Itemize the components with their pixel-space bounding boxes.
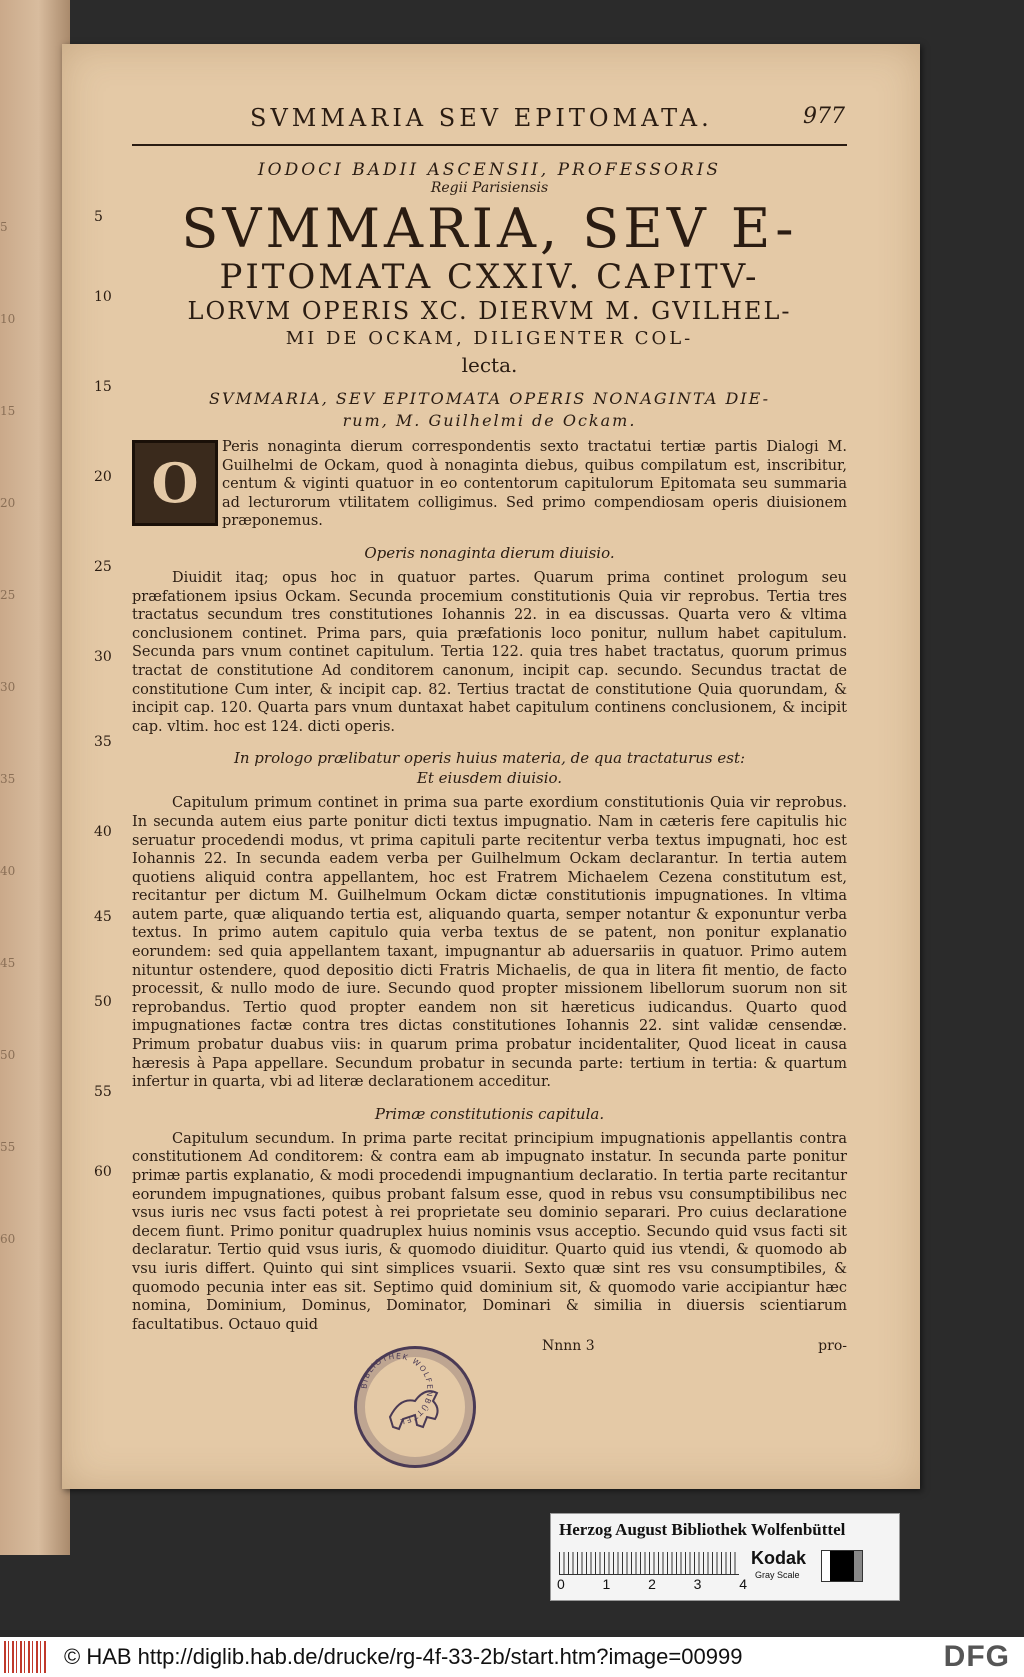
author-sub: Regii Parisiensis bbox=[430, 180, 549, 196]
title-line-4: MI DE OCKAM, DILIGENTER COL- bbox=[285, 328, 694, 349]
previous-page-number: 40 bbox=[0, 864, 16, 878]
ruler-number: 0 bbox=[557, 1576, 565, 1592]
previous-page-number: 50 bbox=[0, 1048, 16, 1062]
subtitle-line-2: rum, M. Guilhelmi de Ockam. bbox=[342, 411, 637, 430]
svg-text:BIBLIOTHEK WOLFENBÜTTEL bbox=[360, 1352, 435, 1427]
subtitle-line-1: SVMMARIA, SEV EPITOMATA OPERIS NONAGINTA DIE- bbox=[209, 389, 770, 408]
previous-page-number: 25 bbox=[0, 588, 16, 602]
barcode-logo-icon bbox=[4, 1641, 48, 1673]
title-line-5: lecta. bbox=[461, 353, 518, 377]
ruler-number: 4 bbox=[739, 1576, 747, 1592]
title-line-1: SVMMARIA, SEV E- bbox=[181, 197, 798, 260]
gray-scale-swatch bbox=[821, 1550, 863, 1582]
page-footer bbox=[132, 1338, 847, 1360]
subtitle bbox=[132, 388, 847, 432]
line-number: 15 bbox=[94, 379, 112, 395]
catchword: pro- bbox=[818, 1338, 847, 1355]
dfg-logo: DFG bbox=[943, 1640, 1010, 1673]
line-number: 60 bbox=[94, 1164, 112, 1180]
title-line-3: LORVM OPERIS XC. DIERVM M. GVILHEL- bbox=[187, 297, 792, 325]
section-heading-1: Operis nonaginta dierum diuisio. bbox=[364, 543, 615, 562]
line-number: 10 bbox=[94, 289, 112, 305]
intro-text: Peris nonaginta dierum correspondentis sexto tractatui tertiæ partis Dialogi M. Guilhelmi de Ockam, quod à nonaginta diebus, quibus compilatum est, inscribitur, centum & viginti quatuor in eo contentorum capitulorum Epitomata seu summaria ad lecturorum vtilitatem colligimus. Sed primo compendiosam operis diuisionem præponemus. bbox=[222, 439, 847, 530]
line-number: 45 bbox=[94, 909, 112, 925]
section-heading-2-line-2: Et eiusdem diuisio. bbox=[416, 769, 563, 788]
line-number: 35 bbox=[94, 734, 112, 750]
page-header bbox=[132, 104, 847, 146]
color-calibration-card bbox=[550, 1513, 900, 1601]
previous-page-number: 10 bbox=[0, 312, 16, 326]
previous-page-number: 15 bbox=[0, 404, 16, 418]
line-number: 50 bbox=[94, 994, 112, 1010]
previous-page-number: 30 bbox=[0, 680, 16, 694]
kodak-brand: Kodak bbox=[751, 1548, 807, 1568]
previous-page-number: 45 bbox=[0, 956, 16, 970]
line-number: 25 bbox=[94, 559, 112, 575]
ruler-number: 3 bbox=[693, 1576, 702, 1592]
section-text-1: Diuidit itaq; opus hoc in quatuor partes. Quarum prima continet prologum seu præfationem ipsius Ockam. Secunda procemium constitutionis Quia vir reprobus. Tertia tres tractatus secundum tres constitutiones Iohannis 22. in ea discussas. Quarta vero & vltima conclusionem continet. Prima pars, quia præfationis loco ponitur, nullum habet capitulum. Secunda pars vnum continet capitulum. Tertia 122. quia tres habet tractatus, quorum primus tractat de constitutione Ad conditorem canonum, incipit cap. secundo. Secundus tractat de constitutione Cum inter, & incipit cap. 82. Tertius tractat de constitutione Quia quorundam, & incipit cap. 120. Quarta pars vnum duntaxat habet capitulum continens conclusionem, & incipit cap. vltim. hoc est 124. dicti operis. bbox=[132, 569, 847, 735]
line-number: 55 bbox=[94, 1084, 112, 1100]
previous-page-number: 35 bbox=[0, 772, 16, 786]
previous-page-number: 20 bbox=[0, 496, 16, 510]
previous-page-number: 55 bbox=[0, 1140, 16, 1154]
copyright-url[interactable]: © HAB http://diglib.hab.de/drucke/rg-4f-33-2b/start.htm?image=00999 bbox=[64, 1644, 743, 1669]
title-line-2: PITOMATA CXXIV. CAPITV- bbox=[219, 257, 760, 297]
intro-paragraph bbox=[132, 438, 847, 531]
ruler-numbers bbox=[557, 1576, 747, 1592]
previous-page-number: 60 bbox=[0, 1232, 16, 1246]
page-number: 977 bbox=[803, 104, 845, 129]
line-number: 30 bbox=[94, 649, 112, 665]
section-text-3: Capitulum secundum. In prima parte recitat principium impugnationis appellantis contra constitutionem Ad conditorem: & contra eam ab impugnato instatur. In secunda parte ponitur primæ partis explanatio, & modi procedendi impugnantium declaratio. In tertia parte recitantur eorundem impugnationes, quibus probant falsum esse, quod in rebus vsu consumptibilibus nec vsus iuris nec vsus facti potest à rei proprietate seu dominio separari. Pro cuius declaratione decem fiunt. Primo ponitur quadruplex huius nominis vsus acceptio. Secundo quid vsus facti sit declaratur. Tertio quid vsus iuris, & quomodo diuiditur. Quarto quid ius vtendi, & quomodo ab vsu iuris differt. Quinto qui sint simplices vsuarii. Sexto quæ sint res vsu consumptibiles, & quomodo pecunia inter eas sit. Septimo quid dominium sit, & quomodo varie accipiantur hæc nomina, Dominium, Dominus, Dominator, Dominari & similia in diuersis scientiarum facultatibus. Octauo quid bbox=[132, 1130, 847, 1333]
card-title: Herzog August Bibliothek Wolfenbüttel bbox=[559, 1520, 846, 1539]
decorated-initial: O bbox=[132, 440, 218, 526]
signature-mark: Nnnn 3 bbox=[542, 1338, 595, 1355]
section-heading-2 bbox=[132, 748, 847, 788]
ruler-number: 1 bbox=[602, 1576, 611, 1592]
section-heading-2-line-1: In prologo prælibatur operis huius materia, de qua tractaturus est: bbox=[233, 749, 746, 768]
previous-page-number: 5 bbox=[0, 220, 8, 234]
section-text-2: Capitulum primum continet in prima sua parte exordium constitutionis Quia vir reprobus. In secunda autem eius parte ponitur dicti textus impugnatio. Nam in cæteris fere capitulis hic seruatur procedendi modus, vt prima capituli parte recitentur verba textus impugnati, hoc est Iohannis 22. In secunda eadem verba per Guilhelmum Ockam declarantur. In tertia autem quotiens aliquid contra appellantem, hoc est Fratrem Michaelem Cezena constitutum est, recitantur per dictum M. Guilhelmum Ockam dictæ constitutionis impugnationes. In vltima autem parte, quæ aliquando tertia est, aliquando quarta, semper notantur & exponuntur verba textus. In primo autem capitulo quia verba textus de se patent, non ponitur explanatio eorundem: sed quia appellantem taxant, impugnantur ab aduersariis in quatuor. Primo autem nituntur ostendere, quod depositio dicti Fratris Michaelis, de qua in litera fit mentio, de facto processit, & nullo modo de iure. Secundo quod propter missionem libellorum suorum non sit reprobandus. Tertio quod propter eandem non sit hæreticus iudicandus. Quarto quod impugnationes factæ contra tres dictas constitutiones Iohannis 22. sint validæ censendæ. Primum probatur duabus viis: in quarum prima probatur incidentaliter, Quod liceat in causa hæresis à Papa appellare. Secundum probatur in secunda parte: tertium in tertia: & quartum infertur in quarta, vbi ad literæ declarationem acceditur. bbox=[132, 795, 847, 1091]
page-content bbox=[132, 104, 847, 1360]
line-number: 5 bbox=[94, 209, 103, 225]
section-heading-3: Primæ constitutionis capitula. bbox=[374, 1104, 605, 1123]
book-page bbox=[62, 44, 920, 1489]
ruler-number: 2 bbox=[648, 1576, 656, 1592]
gray-scale-label: Gray Scale bbox=[755, 1570, 800, 1580]
library-stamp bbox=[354, 1346, 476, 1468]
stamp-ring-icon bbox=[357, 1349, 437, 1429]
line-number: 20 bbox=[94, 469, 112, 485]
viewer-footer-bar bbox=[0, 1637, 1024, 1677]
previous-page-edge bbox=[0, 0, 70, 1555]
author-line: IODOCI BADII ASCENSII, PROFESSORIS bbox=[257, 160, 722, 180]
ruler-scale bbox=[559, 1552, 739, 1575]
line-number: 40 bbox=[94, 824, 112, 840]
running-title: SVMMARIA SEV EPITOMATA. bbox=[250, 104, 713, 132]
stamp-text: BIBLIOTHEK WOLFENBÜTTEL bbox=[359, 1351, 435, 1427]
